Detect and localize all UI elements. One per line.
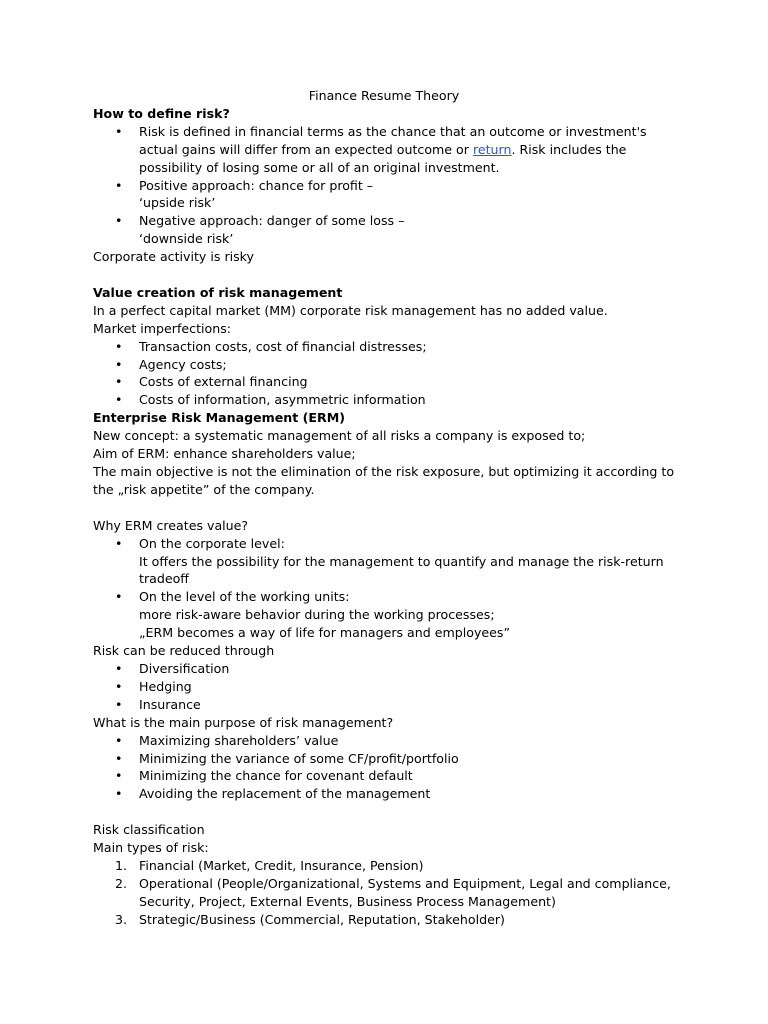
section-heading-risk-classification: Risk classification bbox=[93, 822, 205, 838]
number-marker: 2. bbox=[115, 875, 128, 891]
section-heading-erm: Enterprise Risk Management (ERM) bbox=[93, 410, 346, 426]
bullet-marker: • bbox=[115, 786, 123, 802]
bullet-marker: • bbox=[115, 177, 123, 193]
list-item: • Maximizing shareholders’ value bbox=[115, 732, 339, 748]
paragraph: In a perfect capital market (MM) corporate risk management has no added value. bbox=[93, 302, 608, 318]
list-item-continuation: more risk-aware behavior during the working processes; bbox=[139, 607, 495, 623]
bullet-marker: • bbox=[115, 696, 123, 712]
bullet-marker: • bbox=[115, 392, 123, 408]
list-item: • Hedging bbox=[115, 678, 192, 694]
bullet-marker: • bbox=[115, 660, 123, 676]
bullet-marker: • bbox=[115, 589, 123, 605]
document-page bbox=[93, 87, 693, 929]
list-item: • Risk is defined in financial terms as the chance that an outcome or investment's bbox=[115, 123, 647, 139]
document-title: Finance Resume Theory bbox=[308, 88, 460, 103]
bullet-marker: • bbox=[115, 768, 123, 784]
blank-line bbox=[93, 499, 693, 517]
list-item: • Minimizing the chance for covenant default bbox=[115, 768, 413, 784]
list-item: • Minimizing the variance of some CF/profit/portfolio bbox=[115, 750, 459, 766]
section-heading-why-erm: Why ERM creates value? bbox=[93, 517, 249, 533]
numbered-item: 1. Financial (Market, Credit, Insurance, Pension) bbox=[115, 857, 424, 873]
paragraph: Main types of risk: bbox=[93, 840, 209, 856]
numbered-item-continuation: Security, Project, External Events, Business Process Management) bbox=[139, 893, 556, 909]
paragraph: Market imperfections: bbox=[93, 320, 232, 336]
list-item: • On the level of the working units: bbox=[115, 589, 350, 605]
blank-line bbox=[93, 266, 693, 284]
list-item-continuation: tradeoff bbox=[139, 571, 189, 587]
paragraph: Corporate activity is risky bbox=[93, 249, 254, 265]
number-marker: 3. bbox=[115, 911, 128, 927]
bullet-marker: • bbox=[115, 123, 123, 139]
list-item: • Avoiding the replacement of the management bbox=[115, 786, 431, 802]
return-link[interactable]: return bbox=[472, 141, 512, 157]
list-item-continuation: ‘upside risk’ bbox=[139, 195, 216, 211]
numbered-item: 2. Operational (People/Organizational, Systems and Equipment, Legal and compliance, bbox=[115, 875, 671, 891]
list-item-continuation: actual gains will differ from an expected outcome or return. Risk includes the bbox=[139, 141, 627, 157]
bullet-marker: • bbox=[115, 750, 123, 766]
blank-line bbox=[93, 803, 693, 821]
list-item-continuation: It offers the possibility for the management to quantify and manage the risk-return bbox=[139, 553, 664, 569]
bullet-marker: • bbox=[115, 338, 123, 354]
section-heading-value-creation: Value creation of risk management bbox=[93, 284, 343, 300]
paragraph: Aim of ERM: enhance shareholders value; bbox=[93, 446, 356, 462]
bullet-marker: • bbox=[115, 535, 123, 551]
bullet-marker: • bbox=[115, 356, 123, 372]
list-item: • Negative approach: danger of some loss – bbox=[115, 213, 405, 229]
list-item: • Positive approach: chance for profit – bbox=[115, 177, 374, 193]
bullet-marker: • bbox=[115, 374, 123, 390]
paragraph: The main objective is not the elimination of the risk exposure, but optimizing it according to bbox=[93, 464, 675, 480]
paragraph: What is the main purpose of risk management? bbox=[93, 714, 394, 730]
bullet-marker: • bbox=[115, 213, 123, 229]
list-item-continuation: possibility of losing some or all of an original investment. bbox=[139, 159, 500, 175]
list-item: • Transaction costs, cost of financial distresses; bbox=[115, 338, 427, 354]
paragraph: Risk can be reduced through bbox=[93, 643, 275, 659]
section-heading-define-risk: How to define risk? bbox=[93, 105, 230, 121]
list-item: • Costs of external financing bbox=[115, 374, 308, 390]
number-marker: 1. bbox=[115, 857, 128, 873]
list-item: • Agency costs; bbox=[115, 356, 227, 372]
bullet-marker: • bbox=[115, 678, 123, 694]
paragraph: New concept: a systematic management of all risks a company is exposed to; bbox=[93, 428, 586, 444]
bullet-marker: • bbox=[115, 732, 123, 748]
list-item-continuation: ‘downside risk’ bbox=[139, 231, 234, 247]
list-item: • Costs of information, asymmetric information bbox=[115, 392, 426, 408]
paragraph: the „risk appetite” of the company. bbox=[93, 481, 315, 497]
list-item: • On the corporate level: bbox=[115, 535, 285, 551]
numbered-item: 3. Strategic/Business (Commercial, Reputation, Stakeholder) bbox=[115, 911, 505, 927]
list-item: • Diversification bbox=[115, 660, 230, 676]
list-item: • Insurance bbox=[115, 696, 201, 712]
list-item-continuation: „ERM becomes a way of life for managers and employees” bbox=[139, 625, 511, 641]
